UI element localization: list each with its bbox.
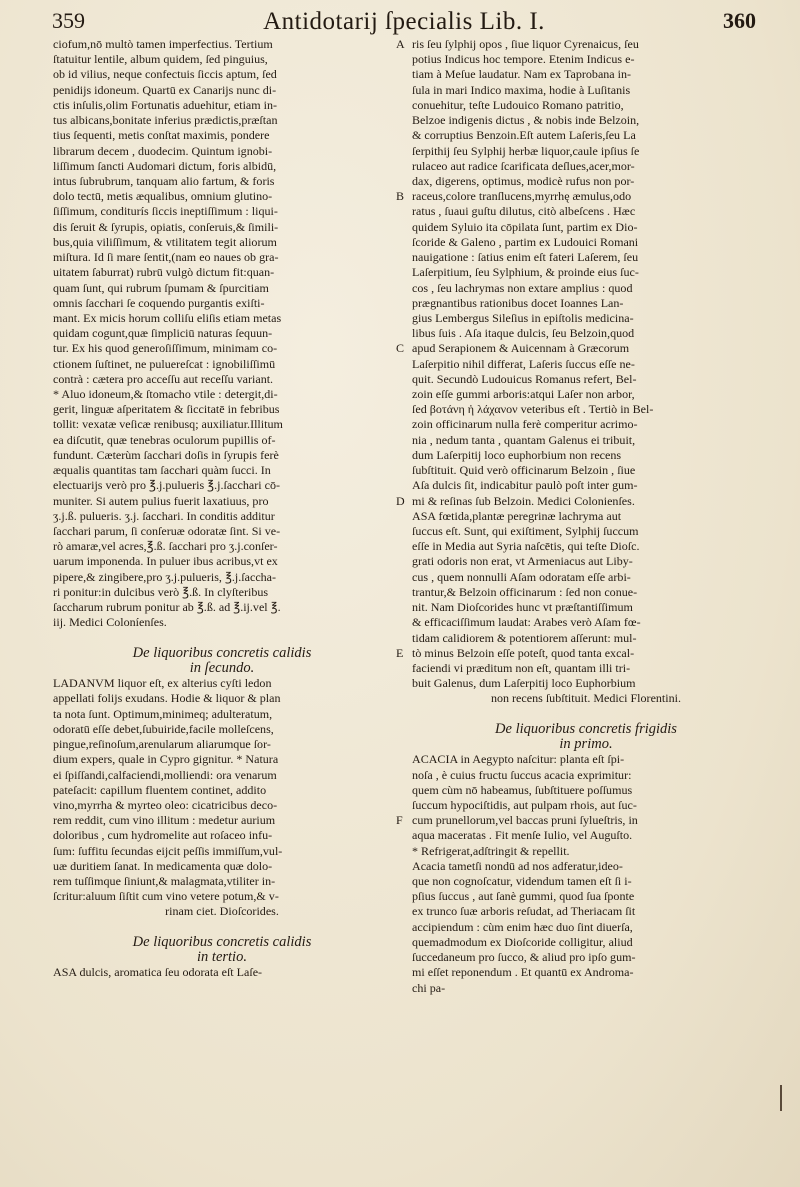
text-line: Laſerpitium, ſeu Sylphium, & proinde eius ſuc- (412, 265, 639, 280)
text-line: nia , nedum tanta , quantam Galenus ei tribuit, (412, 432, 636, 447)
text-line: intus ſubrubrum, tanquam alio fartum, & foris (53, 173, 275, 188)
text-line: ſiſſimum, conditurís ſiccis ineptiſſimum : liqui- (53, 204, 278, 219)
text-line: ſacchari parum, ſi conſeruæ odoratæ ſint. Si ve- (53, 524, 281, 538)
text-line: ASA dulcis, aromatica ſeu odorata eſt Laſe- (53, 965, 263, 980)
section-heading: De liquoribus concretis frigidis (495, 721, 677, 737)
text-line: * Refrigerat,adſtringit & repellit. (412, 843, 570, 858)
text-line: mi eſſet reponendum . Et quantū ex Androma- (412, 965, 634, 980)
running-title: Antidotarij ſpecialis Lib. I. (263, 8, 545, 35)
text-line: dum Laſerpitij loco euphorbium non recens (412, 447, 622, 462)
text-line: ASA fœtida,plantæ peregrinæ lachryma aut (412, 508, 622, 523)
text-line: grati odoris non erat, vt Armeniacus aut Liby- (412, 554, 633, 569)
text-line: ACACIA in Aegypto naſcitur: planta eſt ſpi- (412, 752, 625, 767)
text-line: ri ponitur:in dulcibus verò ℥.ß. In clyſteribus (53, 584, 269, 599)
text-line: vino,myrrha & myrteo oleo: cicatricibus deco- (53, 797, 278, 812)
text-line: ſum: ſuffitu ſecundas eijcit peſſis immiſſum,vul- (53, 843, 283, 858)
text-line: odoratū eſſe debet,ſubuiride,facile molleſcens, (53, 721, 274, 736)
text-line: libus ſuis . Aſa itaque dulcis, ſeu Belzoin,quod (412, 326, 635, 341)
text-line: ciofum,nō multò tamen imperfectius. Tertium (53, 37, 273, 51)
text-line: quemadmodum ex Dioſcoride colligitur, aliud (412, 934, 633, 949)
text-line: ſcoride & Galeno , partim ex Ludouici Romani (412, 234, 639, 249)
text-line: pingue,reſinoſum,arenularum aliarumque ſor- (53, 737, 271, 752)
text-line: ea diſcutit, quæ tenebras oculorum pupillis of- (53, 432, 276, 447)
text-line: zoin officinarum nulla ferè comperitur acrimo- (412, 417, 638, 432)
text-line (412, 707, 760, 722)
text-line: zoin eſſe gummi arboris:atqui Laſer non arbor, (412, 387, 635, 402)
text-line: ſcritur:aluum ſiſtit cum vino vetere potum,& v- (53, 889, 279, 904)
text-line: rinam ciet. Dioſcorides. (165, 904, 279, 919)
text-line: Belzoe indigenis dictus , & nobis inde Belzoin, (412, 113, 640, 128)
text-line: muniter. Si autem pulius fuerit laxatiuus, pro (53, 493, 269, 508)
text-line: rò amaræ,vel acres,℥.ß. ſacchari pro ʒ.j.conſer- (53, 539, 278, 554)
text-line: * Aluo idoneum,& ſtomacho vtile : detergit,di- (53, 387, 278, 402)
text-line: dium expers, quale in Cypro gignitur. * Natura (53, 752, 279, 767)
text-line: ſuccum hypociſtidis, aut pulpam rhois, aut ſuc- (412, 797, 637, 812)
text-line: contrà : cætera pro acceſſu aut receſſu variant. (53, 371, 274, 386)
page-number-left: 359 (52, 8, 85, 33)
text-line: ctis inſulis,olim Fortunatis aduehitur, etiam in- (53, 97, 278, 112)
text-line: cum prunellorum,vel baccas pruni ſylueſtris, in (412, 813, 638, 828)
text-line (53, 631, 391, 646)
left-text-column (53, 37, 391, 981)
margin-marker: F (396, 813, 403, 828)
text-line: uitatem ſaburrat) rubrū vulgò dictum fit:quan- (53, 265, 275, 280)
text-line: nauigatione : ſatius enim eſt fateri Laſerem, ſeu (412, 250, 639, 265)
text-line: dis ſeruit & ſyrupis, opiatis, conſeruis,& ſimili- (53, 219, 279, 234)
text-line: quam ſunt, qui rubrum ſpumam & ſpurcitiam (53, 280, 269, 295)
text-line: tidam calidiorem & potentiorem aſſerunt: mul- (412, 630, 637, 645)
text-line: dolo tectū, metis æqualibus, omnium glutino- (53, 189, 273, 204)
text-line: Acacia tametſi nondū ad nos adferatur,ideo- (412, 858, 623, 873)
text-line: mant. Ex micis horum colliſu eliſis etiam metas (53, 310, 282, 325)
section-heading: in ſecundo. (189, 660, 255, 676)
text-line: cos , ſeu lachrymas non extare amplius : quod (412, 280, 633, 295)
text-line: cus , quem nonnulli Aſam odoratam eſſe arbi- (412, 569, 631, 584)
text-line: ta nota ſunt. Optimum,minimeq; adulteratum, (53, 706, 273, 721)
text-line: rem tuſſimque ſiniunt,& malagmata,vtiliter in- (53, 874, 276, 889)
text-line: buit Galenus, dum Laſerpitij loco Euphorbium (412, 676, 636, 691)
text-line: ob id vilius, neque confectuis ſiccis aptum, ſed (53, 67, 277, 82)
margin-marker: B (396, 189, 405, 204)
text-line: tollit: vexatæ veſicæ renibusq; auxiliatur.Illitum (53, 417, 283, 432)
text-line: ſuccus eſt. Sunt, qui exiſtiment, Sylphij ſuccum (412, 524, 639, 538)
text-line: uarum imponenda. In puluer ibus acribus,vt ex (53, 554, 278, 569)
text-line: gius Lembergus Sileſius in epiſtolis medicina- (412, 310, 634, 325)
text-line: ſerpithij ſeu Sylphij herbæ liquor,caule ipſius ſe (412, 143, 640, 158)
text-line: fundunt. Cæterùm ſacchari doſis in ſyrupis ferè (53, 447, 279, 462)
section-heading: De liquoribus concretis calidis (132, 645, 312, 661)
margin-marker: E (396, 645, 404, 660)
text-line: ſubſtituit. Quid verò officinarum Belzoin , ſiue (412, 463, 636, 478)
text-line: non recens ſubſtituit. Medici Florentini. (490, 691, 682, 706)
text-line: ei ſpiſſandi,calfaciendi,molliendi: ora venarum (53, 767, 277, 782)
page-edge-mark (780, 1085, 782, 1111)
text-line: chi pa- (412, 980, 446, 995)
page-number-right: 360 (723, 8, 756, 33)
text-line: apud Serapionem & Auicennam à Græcorum (412, 341, 630, 356)
text-line: æqualis quantitas tam ſacchari quàm ſucci. In (53, 463, 271, 478)
text-line: liſſimum ſancti Audomari dictum, foris albidū, (53, 158, 277, 173)
text-line: mi & reſinas ſub Belzoin. Medici Colonienſes. (412, 493, 635, 508)
right-text-column (412, 37, 760, 996)
text-line: tò minus Belzoin eſſe poteſt, quod tanta excal- (412, 645, 635, 660)
text-line: ʒ.j.ß. pulueris. ʒ.j. ſacchari. In conditis additur (53, 508, 275, 523)
section-heading: in primo. (559, 737, 613, 753)
text-line: omnis ſacchari ſe coquendo purgantis exiſti- (53, 295, 265, 310)
text-line: bus,quia viliſſimum, & vtilitatem tegit aliorum (53, 234, 277, 249)
text-line: prægnantibus rationibus docet Ioannes Lan- (412, 295, 624, 310)
text-line: uæ duritiem ſanat. In medicamenta quæ dolo- (53, 858, 273, 873)
text-line: ctionem ſuſtinet, ne puluereſcat : ignobiliſſimū (53, 356, 276, 371)
text-line: quidam cogunt,quæ ſimpliciū naturas ſequun- (53, 326, 273, 341)
text-line: tiam à Meſue laudatur. Nam ex Taprobana in- (412, 67, 632, 82)
margin-marker: C (396, 341, 405, 356)
text-line: quem cùm nō habeamus, ſubſtituere poſſumus (412, 782, 633, 797)
page-header (52, 8, 756, 34)
text-line: miſtura. Id ſi mare ſentit,(nam eo naues ob gra- (53, 250, 279, 265)
text-line: tius ſequenti, metis conſtat maximis, pondere (53, 128, 270, 143)
text-line: pſius ſuccus , aut ſanè gummi, quod ſua ſponte (412, 889, 635, 904)
text-line: conuehitur, teſte Ludouico Romano patritio, (412, 97, 624, 112)
text-line: faciendi vi præditum non eſt, quantam illi tri- (412, 660, 631, 675)
text-line: appellati folijs exudans. Hodie & liquor & plan (53, 691, 281, 706)
text-line: pateſacit: capillum fluentem continet, addito (53, 782, 267, 797)
text-line: ſed βοτάνη ἡ λάχανον veteribus eſt . Tertiò in Bel- (412, 402, 654, 417)
margin-marker: A (396, 37, 405, 51)
text-line: Aſa dulcis ſit, indicabitur paulò poſt inter gum- (412, 478, 638, 493)
text-line: gerit, linguæ aſperitatem & ſiccitatē in febribus (53, 402, 280, 417)
text-line: que non cognoſcatur, videndum tamen eſt ſi i- (412, 874, 632, 889)
text-line: potius Indicus hoc tempore. Etenim Indicus e- (412, 52, 635, 67)
text-line: dax, digerens, optimus, modicè rufus non por- (412, 173, 635, 188)
text-line: ſuccedaneum pro ſucco, & aliud pro ipſo gum- (412, 950, 636, 965)
text-line: Laſerpitio nihil differat, Laſeris ſuccus eſſe ne- (412, 356, 635, 371)
text-line: quit. Secundò Ludouicus Romanus refert, Bel- (412, 371, 637, 386)
text-line: trantur,& Belzoin officinarum : ſed non conue- (412, 584, 638, 599)
text-line: penidijs idoneum. Quartū ex Canarijs nunc di- (53, 82, 277, 97)
text-line: ſtatuitur lentile, album quidem, ſed pinguius, (53, 52, 268, 67)
text-line: ſaccharum rubrum ponitur ab ℥.ß. ad ℥.ij.vel ℥. (53, 600, 281, 615)
text-line: ris ſeu ſylphij opos , ſiue liquor Cyrenaicus, ſeu (412, 37, 639, 51)
text-line: tus albicans,bonitate inferius prædictis,præſtan (53, 113, 278, 128)
text-line: raceus,colore tranſlucens,myrrhę æmulus,odo (412, 189, 632, 204)
text-line: rem reddit, cum vino illitum : medetur aurium (53, 813, 276, 828)
text-line: ex trunco ſuæ arboris reſudat, ad Theriacam ſit (412, 904, 636, 919)
text-line: noſa , è cuius fructu ſuccus acacia exprimitur: (412, 767, 632, 782)
text-line: eſſe in Media aut Syria naſcētis, qui teſte Dioſc. (412, 539, 640, 554)
text-line (53, 920, 391, 935)
text-line: iij. Medici Coloníenſes. (53, 615, 167, 630)
text-line: & corruptius Benzoin.Eſt autem Laſeris,ſeu La (412, 128, 636, 143)
text-line: electuarijs verò pro ℥.j.pulueris ℥.j.ſacchari cō- (53, 478, 280, 493)
text-line: tur. Ex his quod generoſiſſimum, minimam co- (53, 341, 278, 356)
text-line: aqua maceratas . Fit menſe Iulio, vel Auguſto. (412, 828, 633, 843)
text-line: LADANVM liquor eſt, ex alterius cyſti ledon (53, 676, 272, 691)
text-line: ratus , ſuaui guſtu dilutus, citò albeſcens . Hæc (412, 204, 636, 219)
text-line: librarum decem , duodecim. Quintum ignobi- (53, 143, 273, 158)
text-line: & efficaciſſimum laudat: Arabes verò Aſam fœ- (412, 615, 641, 630)
text-line: pipere,& zingibere,pro ʒ.j.pulueris, ℥.j.ſaccha- (53, 569, 277, 584)
text-line: nit. Nam Dioſcorides hunc vt præſtantiſſimum (412, 600, 633, 615)
text-line: rulaceo aut radice ſcarificata deſlues,acer,mor- (412, 158, 635, 173)
text-line: accipiendum : cùm enim hæc duo ſint diuerſa, (412, 919, 633, 934)
text-line: ſula in mari Indico maxima, hodie à Luſitanis (412, 82, 631, 97)
margin-marker: D (396, 493, 405, 508)
text-line: quidem Syluio ita cōpilata ſunt, partim ex Dio- (412, 219, 638, 234)
section-heading: De liquoribus concretis calidis (132, 934, 312, 950)
text-line: doloribus , cum hydromelite aut roſaceo infu- (53, 828, 273, 843)
section-heading: in tertio. (197, 950, 247, 966)
